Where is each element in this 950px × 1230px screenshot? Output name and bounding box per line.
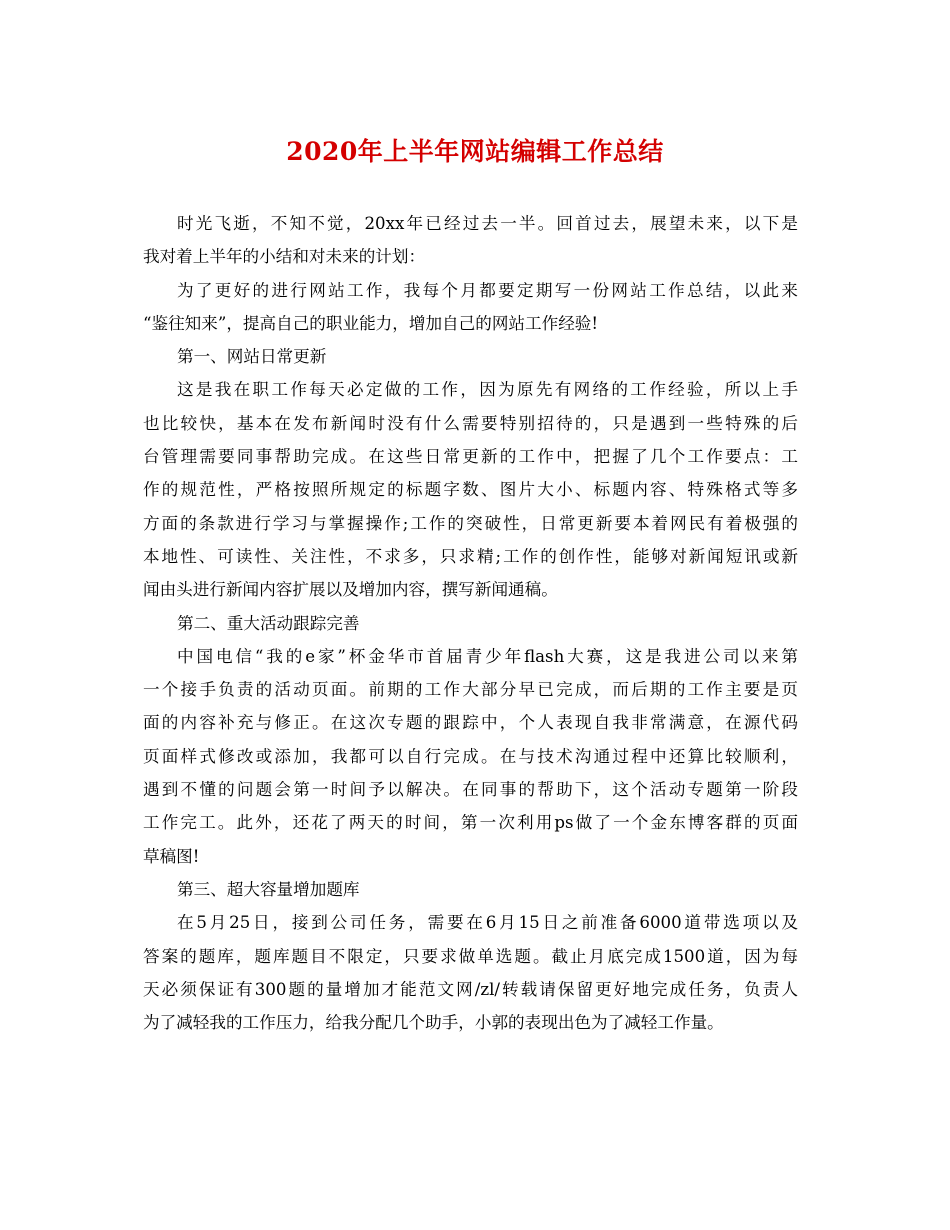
paragraph-line: 本地性、可读性、关注性，不求多，只求精;工作的创作性，能够对新闻短讯或新	[143, 546, 798, 566]
paragraph-line: “鉴往知来”，提高自己的职业能力，增加自己的网站工作经验!	[143, 313, 599, 333]
paragraph-line: 为了更好的进行网站工作，我每个月都要定期写一份网站工作总结，以此来	[177, 280, 798, 300]
paragraph-line: 也比较快，基本在发布新闻时没有什么需要特别招待的，只是遇到一些特殊的后	[143, 413, 798, 433]
paragraph-line: 答案的题库，题库题目不限定，只要求做单选题。截止月底完成1500道，因为每	[143, 946, 798, 966]
paragraph-line: 天必须保证有300题的量增加才能范文网/zl/转载请保留更好地完成任务，负责人	[143, 979, 798, 999]
section-heading: 第三、超大容量增加题库	[177, 879, 360, 899]
section-heading: 第一、网站日常更新	[177, 347, 327, 367]
section-heading: 第二、重大活动跟踪完善	[177, 613, 360, 633]
paragraph-line: 工作完工。此外，还花了两天的时间，第一次利用ps做了一个金东博客群的页面	[143, 813, 798, 833]
paragraph-line: 页面样式修改或添加，我都可以自行完成。在与技术沟通过程中还算比较顺利，	[143, 746, 798, 766]
paragraph-line: 作的规范性，严格按照所规定的标题字数、图片大小、标题内容、特殊格式等多	[143, 480, 798, 500]
paragraph-line: 方面的条款进行学习与掌握操作;工作的突破性，日常更新要本着网民有着极强的	[143, 513, 798, 533]
paragraph-line: 台管理需要同事帮助完成。在这些日常更新的工作中，把握了几个工作要点：工	[143, 447, 798, 467]
paragraph-line: 时光飞逝，不知不觉，20xx年已经过去一半。回首过去，展望未来，以下是	[177, 214, 798, 233]
paragraph-line: 我对着上半年的小结和对未来的计划：	[143, 247, 426, 267]
document-body	[143, 207, 798, 1039]
paragraph-line: 面的内容补充与修正。在这次专题的跟踪中，个人表现自我非常满意，在源代码	[143, 713, 798, 733]
document-title: 2020年上半年网站编辑工作总结	[286, 137, 664, 166]
paragraph-line: 为了减轻我的工作压力，给我分配几个助手，小郭的表现出色为了减轻工作量。	[143, 1013, 724, 1033]
paragraph-line: 在5月25日，接到公司任务，需要在6月15日之前准备6000道带选项以及	[177, 913, 798, 933]
paragraph-line: 这是我在职工作每天必定做的工作，因为原先有网络的工作经验，所以上手	[177, 380, 798, 400]
paragraph-line: 遇到不懂的问题会第一时间予以解决。在同事的帮助下，这个活动专题第一阶段	[143, 780, 798, 800]
paragraph-line: 一个接手负责的活动页面。前期的工作大部分早已完成，而后期的工作主要是页	[143, 680, 798, 700]
paragraph-line: 中国电信“我的e家”杯金华市首届青少年flash大赛，这是我进公司以来第	[177, 646, 798, 666]
paragraph-line: 草稿图!	[143, 846, 200, 866]
paragraph-line: 闻由头进行新闻内容扩展以及增加内容，撰写新闻通稿。	[143, 580, 558, 600]
